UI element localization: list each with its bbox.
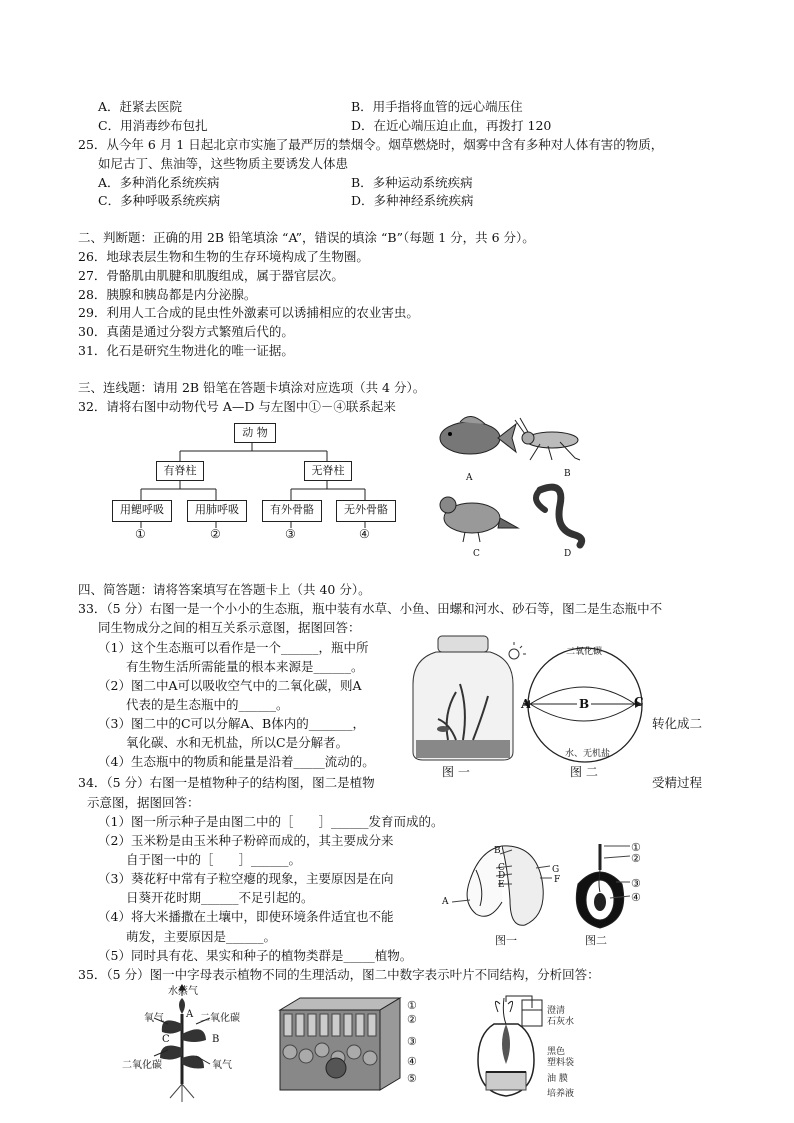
fertilization-figure bbox=[570, 840, 634, 932]
leaf-mark-5: ⑤ bbox=[407, 1072, 417, 1085]
seed-label-a: A bbox=[442, 897, 449, 907]
q27: 27．骨骼肌由肌腱和肌腹组成，属于器官层次。 bbox=[78, 268, 344, 283]
q29: 29．利用人工合成的昆虫性外激素可以诱捕相应的农业害虫。 bbox=[78, 305, 419, 320]
q34-stem-line1: 34．（5 分）右图一是植物种子的结构图，图二是植物 bbox=[78, 775, 375, 790]
tree-mark-1: ① bbox=[135, 527, 146, 541]
leaf-mark-1: ① bbox=[407, 999, 417, 1012]
tree-leaf-lung: 用肺呼吸 bbox=[187, 500, 247, 522]
animal-label-a: A bbox=[466, 473, 473, 483]
q34-line5: 日葵开花时期______不足引起的。 bbox=[126, 890, 314, 905]
plant-label-c: C bbox=[162, 1034, 170, 1045]
q34-line3: 自于图一中的［ ］______。 bbox=[126, 852, 302, 867]
q33-line5-tail: 转化成二 bbox=[652, 716, 703, 731]
grasshopper-icon bbox=[515, 418, 580, 460]
leaf-mark-2: ② bbox=[407, 1013, 417, 1026]
flower-mark-1: ① bbox=[631, 841, 641, 854]
q28: 28．胰腺和胰岛都是内分泌腺。 bbox=[78, 287, 257, 302]
q30: 30．真菌是通过分裂方式繁殖后代的。 bbox=[78, 324, 294, 339]
q33-line1: （1）这个生态瓶可以看作是一个______，瓶中所 bbox=[98, 640, 369, 655]
q34-line2: （2）玉米粉是由玉米种子粉碎而成的，其主要成分来 bbox=[98, 833, 394, 848]
q34-fig1-caption: 图一 bbox=[495, 934, 517, 947]
seed-structure-figure bbox=[440, 840, 570, 930]
q33-line5: （3）图二中的C可以分解A、B体内的_______， bbox=[98, 716, 365, 731]
tree-mark-4: ④ bbox=[359, 527, 370, 541]
bottle-label-plastic-bag: 塑料袋 bbox=[547, 1058, 575, 1068]
tree-leaf-no-exoskeleton: 无外骨骼 bbox=[336, 500, 396, 522]
q33-fig1-caption: 图 一 bbox=[442, 765, 470, 779]
q24-option-b: B．用手指将血管的远心端压住 bbox=[351, 99, 523, 114]
q34-fig2-caption: 图二 bbox=[585, 934, 607, 947]
q34-stem-line2: 示意图，据图回答： bbox=[87, 795, 200, 810]
q25-option-a: A．多种消化系统疾病 bbox=[98, 175, 220, 190]
q34-line1: （1）图一所示种子是由图二中的［ ］______发育而成的。 bbox=[98, 814, 444, 829]
fish-icon bbox=[440, 416, 516, 454]
flower-mark-2: ② bbox=[631, 852, 641, 865]
q33-fig2-caption: 图 二 bbox=[570, 765, 598, 779]
q34-line4: （3）葵花籽中常有子粒空瘪的现象，主要原因是在向 bbox=[98, 871, 394, 886]
tree-root-animal: 动 物 bbox=[234, 423, 276, 443]
q33-line6: 氧化碳、水和无机盐，所以C是分解者。 bbox=[126, 735, 349, 750]
tree-leaf-exoskeleton: 有外骨骼 bbox=[262, 500, 322, 522]
q33-line4: 代表的是生态瓶中的______。 bbox=[126, 697, 289, 712]
animal-label-d: D bbox=[564, 549, 572, 559]
seed-label-g: G bbox=[552, 865, 560, 875]
bottle-label-black: 黑色 bbox=[547, 1047, 566, 1057]
plant-label-b: B bbox=[212, 1034, 220, 1045]
q32-stem: 32．请将右图中动物代号 A—D 与左图中①－④联系起来 bbox=[78, 399, 396, 414]
q25-option-d: D．多种神经系统疾病 bbox=[351, 193, 474, 208]
plant-label-o2-top: 氧气 bbox=[144, 1013, 164, 1024]
cycle-label-co2: 二氧化碳 bbox=[566, 647, 603, 657]
q34-stem-line1-tail: 受精过程 bbox=[652, 775, 703, 790]
q25-stem-line2: 如尼古丁、焦油等，这些物质主要诱发人体患 bbox=[98, 156, 349, 171]
cycle-node-a: A bbox=[521, 697, 531, 711]
leaf-mark-4: ④ bbox=[407, 1055, 417, 1068]
q35-stem: 35．（5 分）图一中字母表示植物不同的生理活动，图二中数字表示叶片不同结构，分析回答： bbox=[78, 967, 600, 982]
q26: 26．地球表层生物和生物的生存环境构成了生物圈。 bbox=[78, 249, 369, 264]
seed-label-d: D bbox=[498, 871, 506, 881]
seed-label-f: F bbox=[554, 875, 561, 885]
plant-physiology-figure bbox=[120, 984, 250, 1104]
bottle-label-culture: 培养液 bbox=[547, 1089, 575, 1099]
section4-title: 四、简答题：请将答案填写在答题卡上（共 40 分）。 bbox=[78, 582, 371, 597]
q34-line8: （5）同时具有花、果实和种子的植物类群是_____植物。 bbox=[98, 948, 413, 963]
cycle-label-water-salts: 水、无机盐 bbox=[565, 749, 611, 759]
leaf-cross-section-figure bbox=[276, 996, 406, 1094]
tree-mark-3: ③ bbox=[285, 527, 296, 541]
q24-option-c: C．用消毒纱布包扎 bbox=[98, 118, 208, 133]
q24-option-a: A．赶紧去医院 bbox=[98, 99, 183, 114]
q25-stem-line1: 25．从今年 6 月 1 日起北京市实施了最严厉的禁烟令。烟草燃烧时，烟雾中含有多种对人体有害的物质， bbox=[78, 137, 664, 152]
q31: 31．化石是研究生物进化的唯一证据。 bbox=[78, 343, 294, 358]
animal-label-c: C bbox=[473, 549, 480, 559]
q33-line7: （4）生态瓶中的物质和能量是沿着_____流动的。 bbox=[98, 754, 375, 769]
section2-title: 二、判断题：正确的用 2B 铅笔填涂 “A”，错误的填涂 “B”（每题 1 分，共 6 分）。 bbox=[78, 230, 535, 245]
cycle-node-b: B bbox=[579, 697, 590, 711]
q34-line6: （4）将大米播撒在土壤中，即使环境条件适宜也不能 bbox=[98, 909, 394, 924]
bottle-label-oil-film: 油 膜 bbox=[547, 1074, 568, 1084]
plant-label-water-vapor: 水蒸气 bbox=[168, 986, 198, 997]
plant-label-a: A bbox=[186, 1009, 194, 1020]
tree-invertebrate: 无脊柱 bbox=[304, 461, 352, 481]
q25-option-c: C．多种呼吸系统疾病 bbox=[98, 193, 221, 208]
animals-figure bbox=[430, 410, 590, 560]
leaf-mark-3: ③ bbox=[407, 1035, 417, 1048]
bottle-experiment-figure bbox=[470, 994, 550, 1100]
plant-label-o2-bottom: 氧气 bbox=[212, 1060, 232, 1071]
animal-label-b: B bbox=[564, 469, 571, 479]
tree-mark-2: ② bbox=[210, 527, 221, 541]
tree-leaf-gill: 用鳃呼吸 bbox=[112, 500, 172, 522]
section3-title: 三、连线题：请用 2B 铅笔在答题卡填涂对应选项（共 4 分）。 bbox=[78, 380, 426, 395]
tree-vertebrate: 有脊柱 bbox=[156, 461, 204, 481]
earthworm-icon bbox=[536, 487, 582, 545]
seed-label-b: B bbox=[494, 846, 501, 856]
bottle-label-clear: 澄清 bbox=[547, 1006, 566, 1016]
q34-line7: 萌发，主要原因是______。 bbox=[126, 929, 277, 944]
seed-label-c: C bbox=[498, 863, 505, 873]
bottle-label-limewater: 石灰水 bbox=[547, 1017, 575, 1027]
q33-stem-line1: 33．（5 分）右图一是一个小小的生态瓶，瓶中装有水草、小鱼、田螺和河水、砂石等，图二是生态瓶中不 bbox=[78, 601, 663, 616]
q33-line3: （2）图二中A可以吸收空气中的二氧化碳，则A bbox=[98, 678, 362, 693]
pigeon-icon bbox=[440, 497, 518, 542]
q24-option-d: D．在近心端压迫止血，再拨打 120 bbox=[351, 118, 552, 133]
cycle-node-c: C bbox=[634, 695, 644, 709]
flower-mark-3: ③ bbox=[631, 877, 641, 890]
plant-label-co2-top: 二氧化碳 bbox=[200, 1013, 240, 1024]
flower-mark-4: ④ bbox=[631, 891, 641, 904]
q33-line2: 有生物生活所需能量的根本来源是______。 bbox=[126, 659, 364, 674]
plant-label-co2-bottom: 二氧化碳 bbox=[122, 1060, 162, 1071]
q33-stem-line2: 同生物成分之间的相互关系示意图，据图回答： bbox=[98, 620, 361, 635]
seed-label-e: E bbox=[498, 880, 505, 890]
q25-option-b: B．多种运动系统疾病 bbox=[351, 175, 473, 190]
